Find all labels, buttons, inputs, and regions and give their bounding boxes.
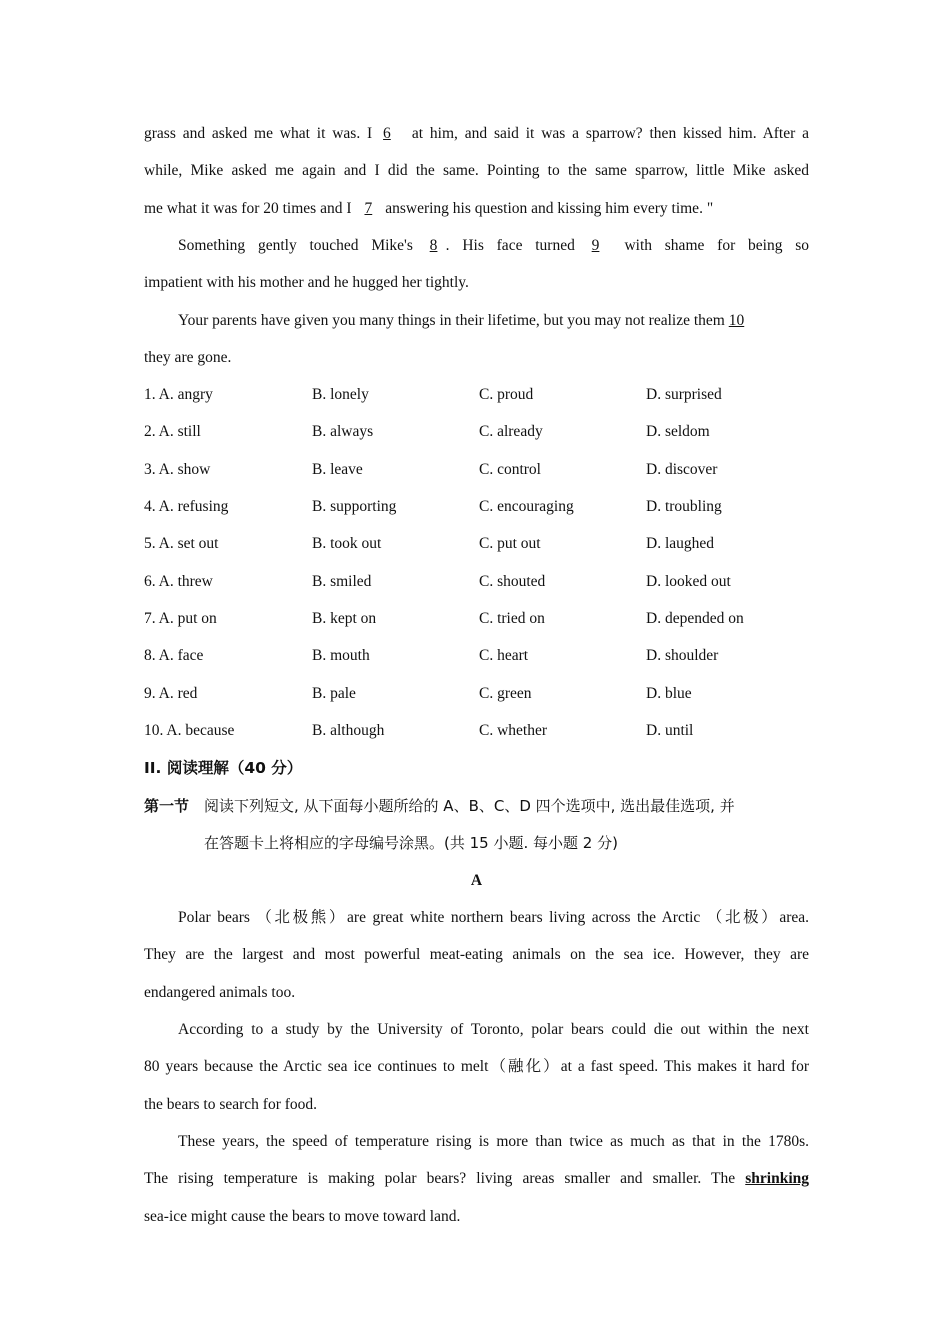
option-c: C. tried on [479, 610, 545, 627]
option-a: 2. A. still [144, 423, 201, 440]
section-instructions-line-2: 在答题卡上将相应的字母编号涂黑。(共 15 小题. 每小题 2 分) [204, 834, 618, 852]
cloze-text: at him, and said it was a sparrow? then kissed him. After a [411, 125, 809, 142]
option-b: B. kept on [312, 610, 377, 627]
option-a: 10. A. because [144, 722, 235, 739]
option-row [144, 684, 809, 704]
option-row [144, 609, 809, 629]
passage-line [144, 1169, 809, 1189]
cloze-text: with shame for being so [624, 237, 810, 254]
option-c: C. green [479, 685, 532, 702]
passage-line: According to a study by the University of Toronto, polar bears could die out within the next [178, 1021, 809, 1038]
option-c: C. put out [479, 535, 541, 552]
cloze-line-5: impatient with his mother and he hugged her tightly. [144, 274, 469, 291]
option-b: B. supporting [312, 498, 397, 515]
option-row [144, 572, 809, 592]
cloze-blank-8: 8 [429, 237, 438, 254]
option-c: C. whether [479, 722, 548, 739]
option-row [144, 422, 809, 442]
cloze-line-3 [144, 199, 809, 219]
cloze-text: Something gently touched Mike's [178, 237, 413, 254]
option-a: 6. A. threw [144, 573, 213, 590]
cloze-blank-10: 10 [728, 312, 745, 329]
option-row [144, 497, 809, 517]
option-c: C. proud [479, 386, 534, 403]
option-b: B. took out [312, 535, 382, 552]
option-b: B. smiled [312, 573, 372, 590]
option-b: B. always [312, 423, 374, 440]
option-d: D. seldom [646, 423, 710, 440]
option-c: C. control [479, 461, 541, 478]
cloze-blank-9: 9 [591, 237, 600, 254]
option-b: B. mouth [312, 647, 370, 664]
option-d: D. laughed [646, 535, 715, 552]
cloze-line-4 [178, 236, 809, 256]
cloze-line-1 [144, 124, 809, 144]
option-d: D. looked out [646, 573, 731, 590]
passage-line: Polar bears （北极熊）are great white northern bears living across the Arctic （北极）area. [178, 909, 809, 926]
option-c: C. encouraging [479, 498, 574, 515]
option-row [144, 721, 809, 741]
option-c: C. already [479, 423, 543, 440]
option-a: 9. A. red [144, 685, 198, 702]
option-a: 5. A. set out [144, 535, 219, 552]
option-c: C. shouted [479, 573, 546, 590]
option-b: B. lonely [312, 386, 369, 403]
cloze-line-2: while, Mike asked me again and I did the same. Pointing to the same sparrow, little Mike asked [144, 162, 809, 179]
option-d: D. discover [646, 461, 718, 478]
section-instructions-line-1: 阅读下列短文, 从下面每小题所给的 A、B、C、D 四个选项中, 选出最佳选项, 并 [204, 797, 735, 815]
passage-line: the bears to search for food. [144, 1096, 318, 1113]
cloze-text: me what it was for 20 times and I [144, 200, 352, 217]
option-row [144, 385, 809, 405]
passage-heading: A [470, 872, 483, 889]
cloze-blank-6: 6 [383, 125, 391, 142]
option-row [144, 534, 809, 554]
option-a: 7. A. put on [144, 610, 217, 627]
option-d: D. until [646, 722, 694, 739]
cloze-blank-7: 7 [364, 200, 373, 217]
option-d: D. depended on [646, 610, 744, 627]
cloze-text: grass and asked me what it was. I [144, 125, 373, 142]
cloze-text: . His face turned [445, 237, 575, 254]
option-b: B. pale [312, 685, 356, 702]
option-row [144, 646, 809, 666]
option-a: 8. A. face [144, 647, 204, 664]
cloze-text: Your parents have given you many things in their lifetime, but you may not realize them [178, 312, 725, 329]
section-part-label: 第一节 [144, 797, 190, 815]
emphasized-word: shrinking [745, 1170, 810, 1187]
option-d: D. troubling [646, 498, 722, 515]
passage-line: endangered animals too. [144, 984, 296, 1001]
option-b: B. although [312, 722, 385, 739]
passage-line: 80 years because the Arctic sea ice continues to melt（融化）at a fast speed. This makes it hard for [144, 1058, 809, 1075]
option-a: 3. A. show [144, 461, 211, 478]
section-title: II. 阅读理解（40 分） [144, 759, 303, 777]
option-d: D. blue [646, 685, 692, 702]
option-a: 1. A. angry [144, 386, 213, 403]
passage-text: The rising temperature is making polar bears? living areas smaller and smaller. The [144, 1170, 736, 1187]
option-d: D. surprised [646, 386, 722, 403]
passage-line: sea-ice might cause the bears to move toward land. [144, 1208, 461, 1225]
cloze-line-6 [178, 311, 809, 331]
option-a: 4. A. refusing [144, 498, 229, 515]
passage-line: They are the largest and most powerful meat-eating animals on the sea ice. However, they are [144, 946, 809, 963]
option-c: C. heart [479, 647, 529, 664]
option-d: D. shoulder [646, 647, 719, 664]
cloze-line-7: they are gone. [144, 349, 232, 366]
option-row [144, 460, 809, 480]
cloze-text: answering his question and kissing him every time. " [385, 200, 714, 217]
passage-line: These years, the speed of temperature rising is more than twice as much as that in the 1780s. [178, 1133, 809, 1150]
option-b: B. leave [312, 461, 363, 478]
